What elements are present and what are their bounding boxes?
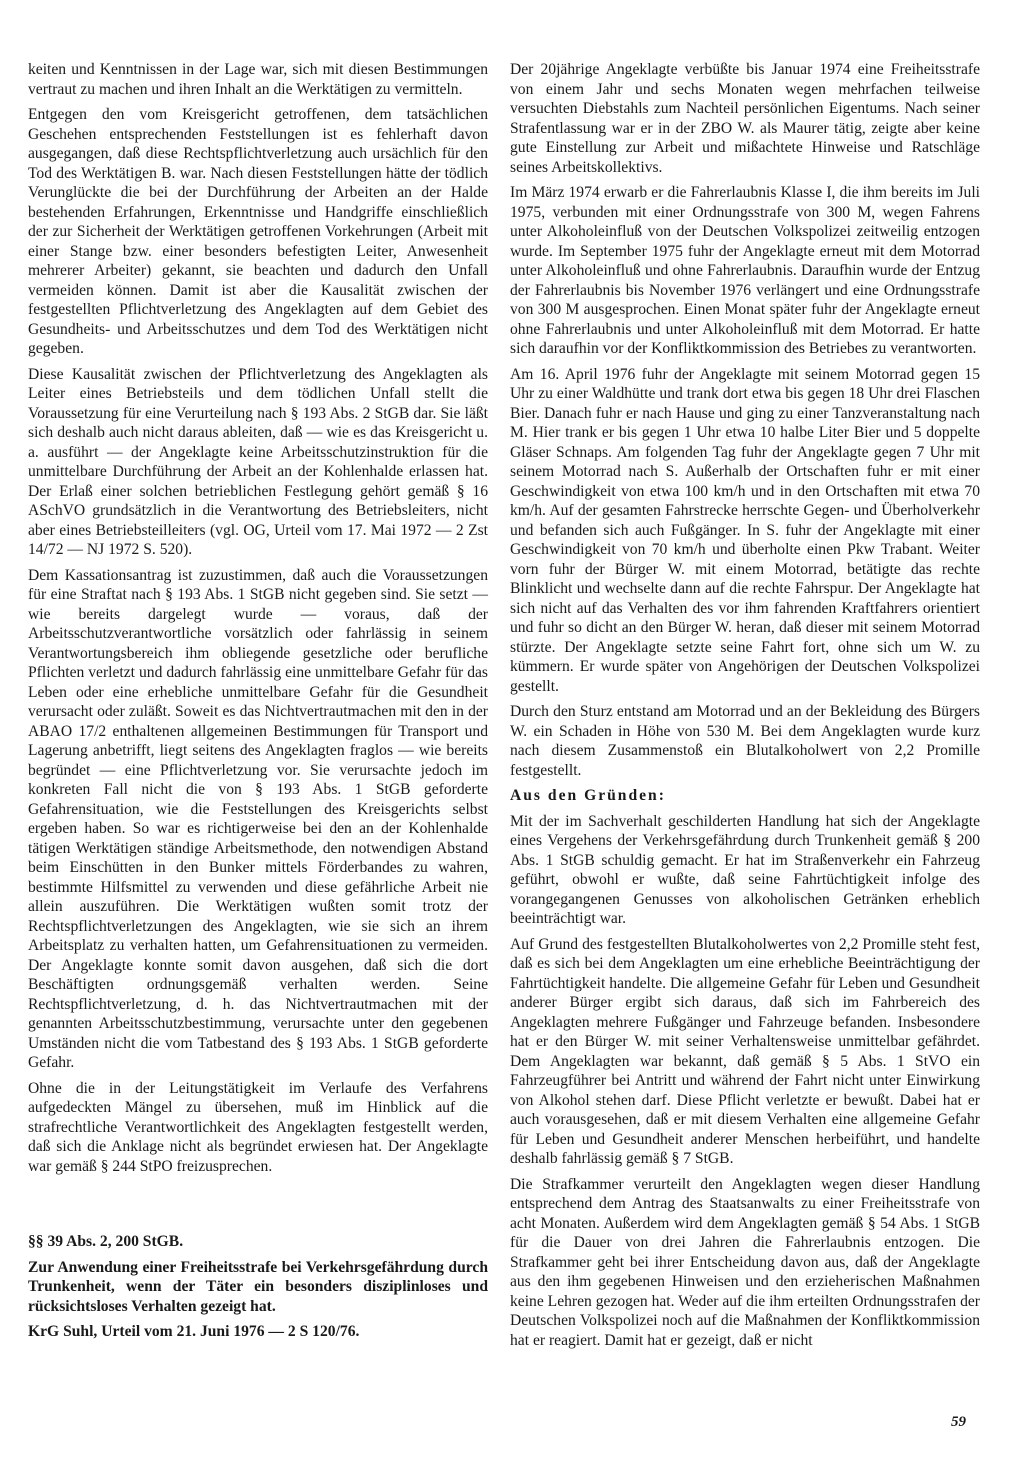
reasons-paragraph-2: Auf Grund des festgestellten Blutalkoholwertes von 2,2 Promille steht fest, daß es sich bei dem Angeklagten um eine erhebliche Beeinträchtigung der Fahrtüchtigkeit handelte. Die allgemeine Gefahr für Leben und Gesundheit anderer Bürger ergibt sich daraus, daß sich im Fahrbereich des Angeklagten mehrere Fußgänger und Fahrzeuge befanden. Insbesondere hat er den Bürger W. mit seiner Verhaltensweise unmittelbar gefährdet. Dem Angeklagten war bekannt, daß gemäß § 5 Abs. 1 StVO ein Fahrzeugführer bei Antritt und während der Fahrt nicht unter Einwirkung von Alkohol stehen darf. Diese Pflicht verletzte er bewußt. Dabei hat er auch vorausgesehen, daß er mit diesem Verhalten eine allgemeine Gefahr für Leben und Gesundheit anderer Menschen herbeiführt, und handelte deshalb fahrlässig gemäß § 7 StGB. <box>510 935 980 1167</box>
paragraph-left-4: Dem Kassationsantrag ist zuzustimmen, daß auch die Voraussetzungen für eine Straftat nach § 193 Abs. 1 StGB nicht gegeben sind. Sie setzt — wie bereits dargelegt wurde — voraus, daß der Arbeitsschutzverantwortliche vorsätzlich oder fahrlässig in seinem Verantwortungsbereich ihm obliegende gesetzliche oder berufliche Pflichten verletzt und dadurch fahrlässig eine unmittelbare Gefahr für das Leben oder eine erhebliche unmittelbare Gefahr für die Gesundheit verursacht oder zuläßt. Soweit es das Nichtvertrautmachen mit den in der ABAO 17/2 enthaltenen allgemeinen Bestimmungen für Transport und Lagerung anbetrifft, liegt seitens des Angeklagten fraglos — wie bereits begründet — eine Pflichtverletzung vor. Sie verursachte jedoch im konkreten Fall nicht die von § 193 Abs. 1 StGB geforderte Gefahrensituation, wie die Feststellungen des Kreisgerichts selbst ergeben haben. So war es richtigerweise bei den an der Kohlenhalde tätigen Werktätigen ständige Arbeitsmethode, den notwendigen Abstand beim Einschütten in den Bunker mittels Förderbandes zu wahren, bestimmte Hilfsmittel zu verwenden und diese gefährliche Arbeit nie allein auszuführen. Die Werktätigen wußten somit trotz der Rechtspflichtverletzungen des Angeklagten, wie sie sich an ihrem Arbeitsplatz zu verhalten hatten, um Gefahrensituationen zu vermeiden. Der Angeklagte konnte somit davon ausgehen, daß sich die dort Beschäftigten ordnungsgemäß verhalten werden. Seine Rechtspflichtverletzung, d. h. das Nichtvertrautmachen mit der genannten Arbeitsschutzbestimmung, verursachte unter den gegebenen Umständen nicht die vom Tatbestand des § 193 Abs. 1 StGB geforderte Gefahr. <box>28 566 488 1071</box>
case-header <box>28 1232 488 1342</box>
reasons-paragraph-1: Mit der im Sachverhalt geschilderten Handlung hat sich der Angeklagte eines Vergehens der Verkehrsgefährdung durch Trunkenheit gemäß § 200 Abs. 1 StGB schuldig gemacht. Er hat im Straßenverkehr ein Fahrzeug geführt, obwohl er wußte, daß seine Fahrtüchtigkeit infolge des vorangegangenen Genusses von alkoholischen Getränken erheblich beeinträchtigt war. <box>510 812 980 927</box>
headnote: Zur Anwendung einer Freiheitsstrafe bei Verkehrsgefährdung durch Trunkenheit, wenn der Täter ein besonders disziplinloses und rücksichtsloses Verhalten gezeigt hat. <box>28 1258 488 1315</box>
paragraph-left-3: Diese Kausalität zwischen der Pflichtverletzung des Angeklagten als Leiter eines Betriebsteils und dem tödlichen Unfall stellt die Voraussetzung für eine Verurteilung nach § 193 Abs. 2 StGB dar. Sie läßt sich deshalb auch nicht daraus ableiten, daß — wie es das Kreisgericht u. a. ausführt — der Angeklagte keine Arbeitsschutzinstruktion für die unmittelbare Durchführung der Arbeit an der Kohlenhalde erlassen hat. Der Erlaß einer solchen betrieblichen Festlegung gehört gemäß § 16 ASchVO grundsätzlich in die Verantwortung des Betriebsleiters, nicht aber eines Betriebsteilleiters (vgl. OG, Urteil vom 17. Mai 1972 — 2 Zst 14/72 — NJ 1972 S. 520). <box>28 365 488 558</box>
paragraph-left-2: Entgegen den vom Kreisgericht getroffenen, dem tatsächlichen Geschehen entsprechenden Feststellungen ist es fehlerhaft davon ausgegangen, daß diese Rechtspflichtverletzung auch ursächlich für den Tod des Werktätigen B. war. Nach diesen Feststellungen hätte der tödlich Verunglückte die bei der Durchführung der Arbeiten an der Halde bestehenden Erfahrungen, Erkenntnisse und Handgriffe einschließlich der zur Sicherheit der Werktätigen getroffenen Vorkehrungen (Arbeit mit einer Stange bzw. einer besonders befestigten Leiter, Anwesenheit mehrerer Arbeiter) gekannt, sie beachten und dadurch den Unfall vermeiden können. Damit ist aber die Kausalität zwischen der festgestellten Pflichtverletzung des Angeklagten auf dem Gebiet des Gesundheits- und Arbeitsschutzes und dem Tod des Werktätigen nicht gegeben. <box>28 106 488 357</box>
left-column <box>28 60 488 1348</box>
reasons-paragraph-3: Die Strafkammer verurteilt den Angeklagten wegen dieser Handlung entsprechend dem Antrag des Staatsanwalts zu einer Freiheitsstrafe von acht Monaten. Außerdem wird dem Angeklagten gemäß § 54 Abs. 1 StGB für die Dauer von drei Jahren die Fahrerlaubnis entzogen. Die Strafkammer geht bei ihrer Entscheidung davon aus, daß der Angeklagte aus den ihm gegebenen Hinweisen und den erzieherischen Maßnahmen keine Lehren gezogen hat. Weder auf die ihm erteilten Ordnungsstrafen der Deutschen Volkspolizei noch auf die Maßnahmen der Konfliktkommission hat er reagiert. Damit hat er gezeigt, daß er nicht <box>510 1175 980 1349</box>
paragraph-right-1: Der 20jährige Angeklagte verbüßte bis Januar 1974 eine Freiheitsstrafe von einem Jahr und sechs Monaten wegen mehrfachen teilweise versuchten Diebstahls zum Nachteil persönlichen Eigentums. Nach seiner Strafentlassung war er in der ZBO W. als Maurer tätig, zeigte aber keine gute Einstellung zur Arbeit und mißachtete Hinweise und Ratschläge seines Arbeitskollektivs. <box>510 61 980 176</box>
paragraph-left-1: keiten und Kenntnissen in der Lage war, sich mit diesen Bestimmungen vertraut zu machen und ihren Inhalt an die Werktätigen zu vermitteln. <box>28 61 488 98</box>
paragraph-left-5: Ohne die in der Leitungstätigkeit im Verlaufe des Verfahrens aufgedeckten Mängel zu übersehen, muß im Hinblick auf die strafrechtliche Verantwortlichkeit des Angeklagten festgestellt werden, daß sich die Anklage nicht als begründet erwiesen hat. Der Angeklagte war gemäß § 244 StPO freizusprechen. <box>28 1079 488 1175</box>
right-column <box>510 60 980 1356</box>
paragraph-right-3: Am 16. April 1976 fuhr der Angeklagte mit seinem Motorrad gegen 15 Uhr zu einer Waldhütte und trank dort etwa bis gegen 18 Uhr drei Flaschen Bier. Danach fuhr er nach Hause und ging zu einer Tanzveranstaltung nach M. Hier trank er bis gegen 1 Uhr etwa 10 halbe Liter Bier und 5 doppelte Gläser Schnaps. Am folgenden Tag fuhr der Angeklagte gegen 7 Uhr mit seinem Motorrad nach S. Außerhalb der Ortschaften fuhr er mit einer Geschwindigkeit von etwa 100 km/h und in den Ortschaften mit etwa 70 km/h. Auf der gesamten Fahrstrecke herrschte Gegen- und Überholverkehr und befanden sich auch Fußgänger. In S. fuhr der Angeklagte mit einer Geschwindigkeit von 70 km/h und überholte einen Pkw Trabant. Weiter vorn fuhr der Bürger W. mit einem Motorrad, betätigte das rechte Blinklicht und wechselte dann auf die rechte Fahrspur. Der Angeklagte hat sich nicht auf das Verhalten des vor ihm fahrenden Kraftfahrers orientiert und fuhr so dicht an den Bürger W. heran, daß dieser mit seinem Motorrad stürzte. Der Angeklagte setzte seine Fahrt fort, ohne sich um W. zu kümmern. Er wurde später von Angehörigen der Deutschen Volkspolizei gestellt. <box>510 365 980 695</box>
paragraph-right-2: Im März 1974 erwarb er die Fahrerlaubnis Klasse I, die ihm bereits im Juli 1975, verbunden mit einer Ordnungsstrafe von 300 M, wegen Fahrens unter Alkoholeinfluß von der Deutschen Volkspolizei zeitweilig entzogen wurde. Im September 1975 fuhr der Angeklagte erneut mit dem Motorrad unter Alkoholeinfluß und ohne Fahrerlaubnis. Daraufhin wurde der Entzug der Fahrerlaubnis bis November 1976 verlängert und eine Ordnungsstrafe von 300 M ausgesprochen. Einen Monat später fuhr der Angeklagte erneut ohne Fahrerlaubnis und unter Alkoholeinfluß mit dem Motorrad. Er hatte sich daraufhin vor der Konfliktkommission des Betriebes zu verantworten. <box>510 184 980 357</box>
section-heading: Aus den Gründen: <box>510 787 666 804</box>
law-reference: §§ 39 Abs. 2, 200 StGB. <box>28 1233 184 1250</box>
page-number: 59 <box>951 1414 966 1430</box>
paragraph-right-4: Durch den Sturz entstand am Motorrad und an der Bekleidung des Bürgers W. ein Schaden in Höhe von 530 M. Bei dem Angeklagten wurde kurz nach diesem Zusammenstoß ein Blutalkoholwert von 2,2 Promille festgestellt. <box>510 703 980 779</box>
court-citation: KrG Suhl, Urteil vom 21. Juni 1976 — 2 S 120/76. <box>28 1323 360 1340</box>
